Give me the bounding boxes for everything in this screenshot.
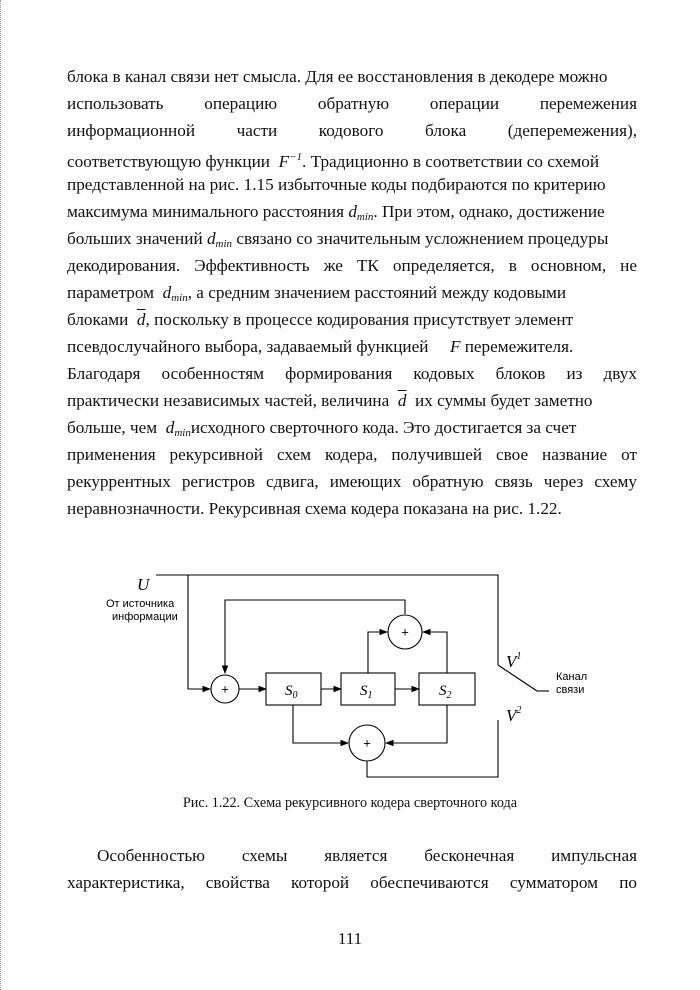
- channel-label-line2: связи: [556, 684, 585, 696]
- register-s2-letter: S: [439, 683, 447, 699]
- math-F-symbol: F: [278, 152, 290, 171]
- paragraph-line: декодирования. Эффективность же ТК определяется, в основном, не: [67, 256, 637, 275]
- wire-input-to-adder: [188, 575, 210, 689]
- output-v1-letter: V: [506, 652, 517, 671]
- paragraph-line: [67, 333, 637, 360]
- paragraph-line: информационной части кодового блока (деперемежения),: [67, 121, 637, 140]
- register-s0-letter: S: [285, 683, 293, 699]
- math-F: [279, 152, 302, 171]
- paragraph-line: применения рекурсивной схем кодера, получившей свое название от: [67, 445, 637, 464]
- math-min-subscript: min: [215, 238, 233, 250]
- paragraph-line: использовать операцию обратную операции перемежения: [67, 94, 637, 113]
- text-span: блоками: [67, 310, 129, 329]
- math-d: d: [165, 418, 175, 437]
- wire-s2-to-output-adder: [386, 705, 447, 743]
- output-v1-label: [506, 651, 521, 671]
- math-dbar: $\overline{d}$: [397, 391, 407, 410]
- output-switch: [498, 665, 537, 691]
- paragraph-line: Благодаря особенностям формирования кодовых блоков из двух: [67, 364, 637, 383]
- register-s0-index: 0: [292, 690, 298, 701]
- text-span: , поскольку в процессе кодирования присутствует элемент: [145, 310, 574, 329]
- paragraph-line: неравнозначности. Рекурсивная схема кодера показана на рис. 1.22.: [67, 499, 562, 518]
- source-label-line1: От источника: [106, 598, 175, 610]
- feedback-wire: [225, 600, 405, 673]
- math-d: d: [348, 202, 357, 221]
- paragraph-line: рекуррентных регистров сдвига, имеющих обратную связь через схему: [67, 472, 637, 491]
- page-edge: [0, 0, 3, 990]
- math-dbar: $\overline{d}$: [136, 310, 146, 329]
- wire-output-adder-to-v2: [367, 720, 498, 777]
- text-span: практически независимых частей, величина: [67, 391, 390, 410]
- math-min-subscript: min: [174, 427, 191, 439]
- text-span: псевдослучайного выбора, задаваемый функцией: [67, 337, 429, 356]
- paragraph-line: блока в канал связи нет смысла. Для ее восстановления в декодере можно: [67, 67, 608, 86]
- page-number: 111: [337, 929, 363, 948]
- paragraph-line: представленной на рис. 1.15 избыточные коды подбираются по критерию: [67, 175, 606, 194]
- text-span: соответствующую функции: [67, 152, 270, 171]
- text-span: связано со значительным усложнением процедуры: [236, 229, 609, 248]
- math-min-subscript: min: [171, 292, 188, 304]
- text-span: исходного сверточного кода. Это достигается за счет: [190, 418, 577, 437]
- wire-s2-to-feedback-adder: [423, 632, 447, 673]
- register-s2-index: 2: [446, 690, 452, 701]
- input-adder-symbol: +: [221, 681, 229, 697]
- text-span: . Традиционно в соответствии со схемой: [302, 152, 600, 171]
- text-span: больших значений: [67, 229, 203, 248]
- math-dmin: [166, 418, 191, 437]
- output-v2-letter: V: [506, 706, 517, 725]
- math-F: F: [449, 337, 461, 356]
- text-span: параметром: [67, 283, 155, 302]
- output-adder-symbol: +: [363, 735, 371, 751]
- math-dmin: [163, 283, 188, 302]
- figure-caption: Рис. 1.22. Схема рекурсивного кодера сверточного кода: [182, 795, 518, 811]
- channel-label-line1: Канал: [556, 671, 588, 683]
- text-span: , а средним значением расстояний между кодовыми: [187, 283, 567, 302]
- input-label: U: [137, 575, 150, 594]
- math-min-subscript: min: [356, 211, 374, 223]
- register-s1-letter: S: [360, 683, 368, 699]
- paragraph-line: [67, 387, 637, 414]
- wire-s0-to-output-adder: [293, 705, 348, 743]
- register-s1-index: 1: [367, 690, 373, 701]
- text-span: больше, чем: [67, 418, 158, 437]
- feedback-adder-symbol: +: [401, 624, 409, 640]
- output-v2-index: 2: [516, 705, 522, 716]
- output-v1-index: 1: [516, 651, 522, 662]
- text-span: . При этом, однако, достижение: [373, 202, 605, 221]
- text-span: их суммы будет заметно: [415, 391, 593, 410]
- paragraph-line: Особенностью схемы является бесконечная импульсная: [97, 846, 637, 865]
- paragraph-line: [67, 306, 637, 333]
- math-d: d: [162, 283, 172, 302]
- math-dmin: [207, 229, 232, 248]
- math-dmin: [348, 202, 373, 221]
- source-label-line2: информации: [112, 611, 178, 623]
- paragraph-line: характеристика, свойства которой обеспечиваются сумматором по: [67, 873, 637, 892]
- math-F-superscript: −1: [289, 151, 303, 163]
- output-v2-label: [506, 705, 521, 725]
- text-span: максимума минимального расстояния: [67, 202, 345, 221]
- math-d: d: [206, 229, 216, 248]
- wire-s1-to-feedback-adder: [368, 632, 387, 673]
- encoder-diagram: [0, 560, 700, 785]
- text-span: перемежителя.: [464, 337, 574, 356]
